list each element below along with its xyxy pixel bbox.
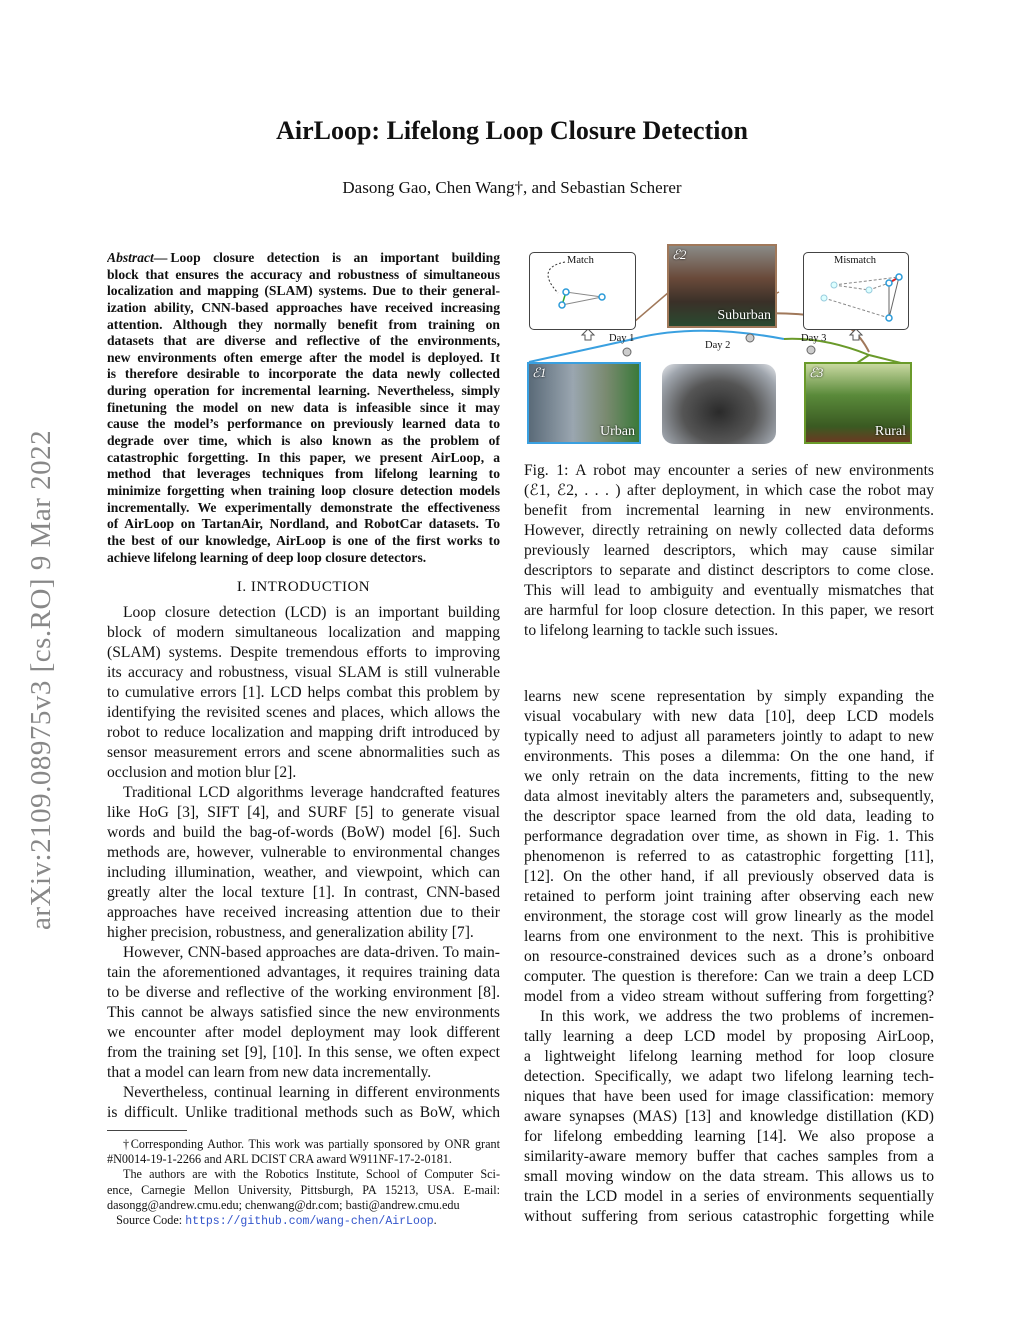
text-line: sensor measurement errors and scene abnormalities such as (107, 744, 500, 761)
text-line: The authors are with the Robotics Institute, School of Computer Sci- (123, 1167, 500, 1182)
environment-1-label: ℰ1 (532, 365, 547, 380)
text-line: is therefore desirable to incorporate the data newly collected (107, 366, 500, 382)
text-line: model from a video stream without suffering from forgetting? (524, 988, 934, 1005)
text-line: †Corresponding Author. This work was partially sponsored by ONR grant (123, 1137, 500, 1151)
arxiv-identifier[interactable]: arXiv:2109.08975v3 [cs.RO] 9 Mar 2022 (25, 429, 57, 930)
text-line: identifying the revisited scenes and places, which allows the (107, 704, 500, 721)
text-line: during operation for incremental learning. Nevertheless, simply (107, 383, 500, 399)
suburban-photo (667, 244, 777, 328)
text-line: approaches have received increasing attention due to their (107, 904, 500, 921)
rural-label: Rural (874, 424, 906, 439)
source-code-line (107, 1213, 500, 1228)
robot-photo (662, 364, 776, 444)
text-line: learns from one environment to the next. This is prohibitive (524, 928, 934, 945)
rural-photo (804, 362, 912, 444)
abstract (107, 250, 500, 566)
text-line: phenomenon is referred to as catastrophic forgetting [11], (524, 848, 934, 865)
text-line (107, 250, 500, 267)
text-line: niques that have been used for image classification: memory (524, 1088, 934, 1105)
text-line: like HoG [3], SIFT [4], and SURF [5] to generate visual (107, 804, 500, 821)
match-diagram (529, 252, 636, 330)
text-line: Loop closure detection (LCD) is an important building (123, 604, 500, 621)
text-line: ence, Carnegie Mellon University, Pittsburgh, PA 15213, USA. E-mail: (107, 1182, 500, 1197)
mismatch-label: Mismatch (834, 255, 876, 266)
abstract-label: Abstract— (107, 250, 168, 265)
section-heading-introduction: I. INTRODUCTION (236, 579, 371, 595)
text-line: typically need to adjust all parameters jointly to adapt to new (524, 728, 934, 745)
text-line: is difficult. Unlike traditional methods such as BoW, which (107, 1104, 500, 1121)
text-line: a lightweight lifelong learning method for loop closure (524, 1048, 934, 1065)
environment-2-label: ℰ2 (672, 247, 687, 262)
text-line: attention. Although they normally benefit from training on (107, 316, 500, 332)
text-line: to be diverse and reflective of the working environment [8]. (107, 984, 500, 1001)
text-line: descriptors to separate and distinct descriptors to come close. (524, 562, 934, 579)
suburban-label: Suburban (717, 308, 771, 323)
text-line: minimize forgetting when training loop closure detection models (107, 482, 500, 498)
figure-caption (524, 461, 934, 641)
text-line: However, directly retraining on newly collected data deforms (524, 522, 934, 539)
text-line: localization and mapping (SLAM) systems. Due to their general- (107, 283, 500, 299)
text-line: However, CNN-based approaches are data-driven. To main- (123, 944, 500, 961)
text-line: greatly alter the local texture [1]. In contrast, CNN-based (107, 884, 500, 901)
text-line: words and build the bag-of-words (BoW) model [6]. Such (107, 824, 500, 841)
text-line: datasets that are diverse and reflective of the environments, (107, 333, 500, 349)
text-line: In this work, we address the two problems of incremen- (540, 1008, 934, 1025)
text-line: Traditional LCD algorithms leverage handcrafted features (123, 784, 500, 801)
text-line: environments. This poses a dilemma: On the one hand, if (524, 748, 934, 765)
text-line: block of modern simultaneous localization and mapping (107, 624, 500, 641)
figure-1 (524, 242, 934, 447)
text-line: robot to reduce localization and mapping drift introduced by (107, 724, 500, 741)
text-line: (ℰ1, ℰ2, . . . ) after deployment, in which case the robot may (524, 482, 934, 499)
text-line: on resource-constrained devices such as a drone’s onboard (524, 948, 934, 965)
text-line: of AirLoop on TartanAir, Nordland, and RobotCar datasets. To (107, 516, 500, 532)
text-line: its accuracy and robustness, visual SLAM is still vulnerable (107, 664, 500, 681)
text-line: Fig. 1: A robot may encounter a series of new environments (524, 462, 934, 479)
source-code-link[interactable]: https://github.com/wang-chen/AirLoop (185, 1215, 434, 1228)
text-line: without suffering from serious catastrophic forgetting while (524, 1208, 934, 1225)
text-line: visual vocabulary with new data [10], deep LCD models (524, 708, 934, 725)
text-line: are harmful for loop closure detection. In this paper, we resort (524, 602, 934, 619)
text-line: degrade over time, which is also known as the problem of (107, 433, 500, 449)
text-line: tally learning a deep LCD model by proposing AirLoop, (524, 1028, 934, 1045)
text-line: finetuning the model on new data is infeasible since it may (107, 399, 500, 415)
right-column-text (524, 687, 934, 1227)
text-line: ization ability, CNN-based approaches have received increasing (107, 299, 500, 315)
text-line: performance degradation over time, as shown in Fig. 1. This (524, 828, 934, 845)
match-label: Match (567, 255, 594, 266)
text-line: catastrophic forgetting. In this paper, we present AirLoop, a (107, 449, 500, 465)
text-line: detection. Specifically, we adapt two lifelong learning tech- (524, 1068, 934, 1085)
text-line: dasongg@andrew.cmu.edu; chenwang@dr.com; basti@andrew.cmu.edu (107, 1197, 460, 1212)
text-line: for lifelong embedding learning [14]. We also propose a (524, 1128, 934, 1145)
text-line: retained to perform joint training after observing each new (524, 888, 934, 905)
footnotes (107, 1137, 500, 1213)
day-3-label: Day 3 (801, 333, 827, 344)
left-column-text (107, 603, 500, 1123)
text-line: block that ensures the accuracy and robustness of simultaneous (107, 266, 500, 282)
text-line: learns new scene representation by simply expanding the (524, 688, 934, 705)
text-line: including illumination, weather, and viewpoint, which can (107, 864, 500, 881)
mismatch-diagram (803, 252, 909, 330)
text-line: achieve lifelong learning of deep loop closure detectors. (107, 549, 427, 565)
text-line: method that leverages techniques from lifelong learning to (107, 466, 500, 482)
text-line: similarity-aware memory buffer that caches samples from a (524, 1148, 934, 1165)
text-line: cause the model’s performance on previously learned data to (107, 416, 500, 432)
text-line: to cumulative errors [1]. LCD helps combat this problem by (107, 684, 500, 701)
text-line: (SLAM) systems. Despite tremendous efforts to improving (107, 644, 500, 661)
period: . (433, 1213, 437, 1227)
day-1-label: Day 1 (609, 333, 635, 344)
text-line: benefit from incremental learning in new environments. (524, 502, 934, 519)
text-line: [12]. On the other hand, if all previously observed data is (524, 868, 934, 885)
text-line: that a model can learn from new data incrementally. (107, 1064, 432, 1081)
urban-label: Urban (600, 424, 635, 439)
day-2-label: Day 2 (705, 340, 731, 351)
author-list: Dasong Gao, Chen Wang†, and Sebastian Scherer (342, 178, 682, 197)
urban-photo (527, 362, 641, 444)
text-line: from the training set [9], [10]. In this sense, we often expect (107, 1044, 500, 1061)
text-line: aware synapses (MAS) [13] and knowledge distillation (KD) (524, 1108, 934, 1125)
text-line: This will lead to ambiguity and eventually mismatches that (524, 582, 934, 599)
text-line: we only retrain on the data increments, fitting to the new (524, 768, 934, 785)
text-line: occlusion and motion blur [2]. (107, 764, 297, 781)
abstract-first-line: Loop closure detection is an important building (170, 250, 500, 265)
text-line: to lifelong learning to tackle such issues. (524, 622, 779, 639)
text-line: tain the aforementioned advantages, it requires training data (107, 964, 500, 981)
text-line: Nevertheless, continual learning in different environments (123, 1084, 500, 1101)
text-line: environment, the storage cost will grow linearly as the model (524, 908, 934, 925)
text-line: new environments often emerge after the model is deployed. It (107, 349, 500, 365)
text-line: the descriptor space learned from the old data, leading to (524, 808, 934, 825)
text-line: This cannot be always satisfied since the new environments (107, 1004, 500, 1021)
text-line: the best of our knowledge, AirLoop is one of the first works to (107, 532, 500, 548)
environment-3-label: ℰ3 (809, 365, 824, 380)
text-line: small moving window on the data stream. This allows us to (524, 1168, 934, 1185)
text-line: we encounter after model deployment may look different (107, 1024, 500, 1041)
text-line: computer. The question is therefore: Can we train a deep LCD (524, 968, 934, 985)
text-line: incrementally. We experimentally demonstrate the effectiveness (107, 499, 500, 515)
footnote-rule (107, 1130, 187, 1131)
text-line: higher precision, robustness, and generalization ability [7]. (107, 924, 474, 941)
source-code-label: Source Code: (116, 1213, 186, 1227)
text-line: data almost inevitably alters the parameters and, subsequently, (524, 788, 934, 805)
text-line: train the LCD model in a series of environments sequentially (524, 1188, 934, 1205)
text-line: previously learned descriptors, which may cause similar (524, 542, 934, 559)
paper-title: AirLoop: Lifelong Loop Closure Detection (276, 116, 748, 145)
text-line: #N0014-19-1-2266 and ARL DCIST CRA award W911NF-17-2-0181. (107, 1152, 452, 1167)
text-line: methods are, however, vulnerable to environmental changes (107, 844, 500, 861)
